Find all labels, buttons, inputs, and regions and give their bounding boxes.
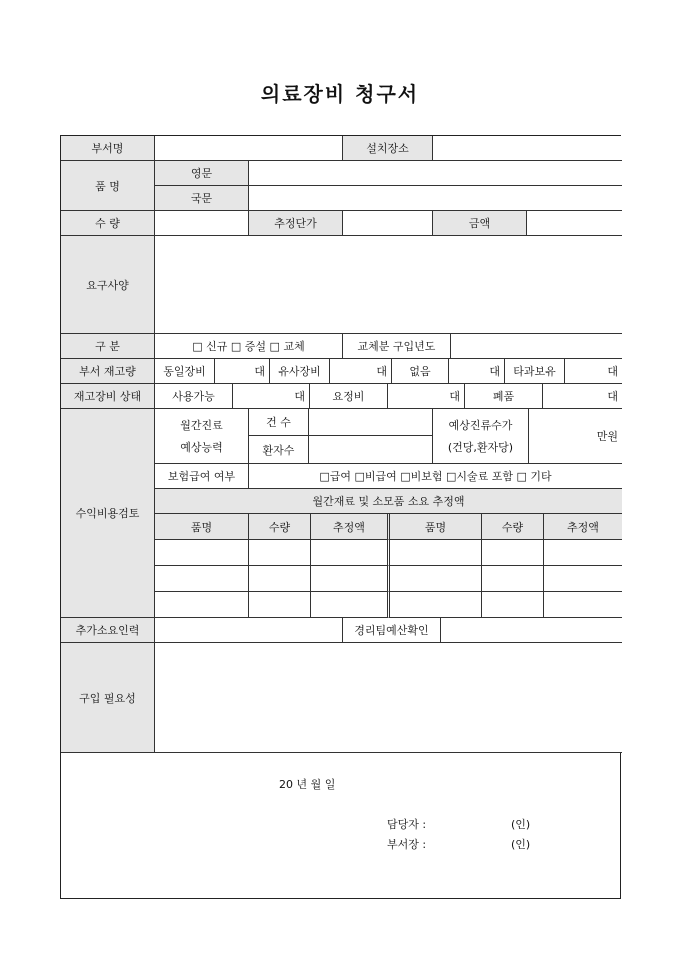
- replace-year-label: 교체분 구입년도: [343, 334, 451, 359]
- material-cell[interactable]: [482, 540, 544, 566]
- material-cell[interactable]: [155, 540, 249, 566]
- spec-label: 요구사양: [61, 236, 155, 334]
- monthly-capacity-line1: 월간진료: [180, 419, 223, 432]
- revenue-review-label: 수익비용검토: [61, 409, 155, 618]
- item-name-label: 품 명: [61, 161, 155, 211]
- col-name-right: 품명: [390, 514, 482, 540]
- budget-check-label: 경리팀예산확인: [343, 618, 441, 643]
- material-cell[interactable]: [390, 592, 482, 618]
- dept-field[interactable]: [155, 136, 343, 161]
- additional-staff-label: 추가소요인력: [61, 618, 155, 643]
- expected-fee-label: [433, 409, 529, 464]
- replace-year-field[interactable]: [451, 334, 622, 359]
- amount-field[interactable]: [527, 211, 622, 236]
- similar-equipment-count[interactable]: 대: [330, 359, 392, 384]
- same-equipment-label: 동일장비: [155, 359, 215, 384]
- same-equipment-count[interactable]: 대: [215, 359, 270, 384]
- spec-field[interactable]: [155, 236, 622, 334]
- material-cell[interactable]: [544, 592, 622, 618]
- material-cell[interactable]: [311, 566, 390, 592]
- head-seal[interactable]: (인): [511, 838, 531, 851]
- request-form: [60, 135, 621, 899]
- additional-staff-field[interactable]: [155, 618, 343, 643]
- unit-price-label: 추정단가: [249, 211, 343, 236]
- patients-field[interactable]: [309, 436, 433, 464]
- dept-stock-label: 부서 재고량: [61, 359, 155, 384]
- location-label: 설치장소: [343, 136, 433, 161]
- material-cell[interactable]: [544, 540, 622, 566]
- col-est-right: 추정액: [544, 514, 622, 540]
- date-line[interactable]: 20 년 월 일: [279, 778, 336, 791]
- material-cell[interactable]: [249, 592, 311, 618]
- none-label: 없음: [392, 359, 449, 384]
- expected-fee-line1: 예상진류수가: [448, 419, 513, 432]
- other-dept-count[interactable]: 대: [565, 359, 622, 384]
- materials-title: 월간재료 및 소모품 소요 추정액: [155, 489, 622, 514]
- col-est-left: 추정액: [311, 514, 390, 540]
- repair-count[interactable]: 대: [388, 384, 465, 409]
- head-label: 부서장 :: [387, 838, 427, 851]
- korean-name-label: 국문: [155, 186, 249, 211]
- english-name-field[interactable]: [249, 161, 622, 186]
- material-cell[interactable]: [390, 566, 482, 592]
- expected-fee-field[interactable]: 만원: [529, 409, 622, 464]
- dept-label: 부서명: [61, 136, 155, 161]
- material-cell[interactable]: [544, 566, 622, 592]
- none-count[interactable]: 대: [449, 359, 505, 384]
- material-cell[interactable]: [390, 540, 482, 566]
- amount-label: 금액: [433, 211, 527, 236]
- necessity-field[interactable]: [155, 643, 622, 753]
- form-title: 의료장비 청구서: [260, 82, 420, 106]
- manager-label: 담당자 :: [387, 818, 427, 831]
- korean-name-field[interactable]: [249, 186, 622, 211]
- quantity-label: 수 량: [61, 211, 155, 236]
- repair-label: 요정비: [310, 384, 388, 409]
- expected-fee-line2: (건당,환자당): [447, 441, 514, 454]
- material-cell[interactable]: [249, 540, 311, 566]
- material-cell[interactable]: [482, 566, 544, 592]
- stock-status-label: 재고장비 상태: [61, 384, 155, 409]
- col-qty-left: 수량: [249, 514, 311, 540]
- col-name-left: 품명: [155, 514, 249, 540]
- cases-label: 건 수: [249, 409, 309, 436]
- monthly-capacity-line2: 예상능력: [180, 441, 223, 454]
- material-cell[interactable]: [311, 592, 390, 618]
- manager-seal[interactable]: (인): [511, 818, 531, 831]
- category-label: 구 분: [61, 334, 155, 359]
- unit-price-field[interactable]: [343, 211, 433, 236]
- material-cell[interactable]: [155, 566, 249, 592]
- category-options[interactable]: □ 신규 □ 증설 □ 교체: [155, 334, 343, 359]
- other-dept-label: 타과보유: [505, 359, 565, 384]
- scrap-count[interactable]: 대: [543, 384, 622, 409]
- usable-label: 사용가능: [155, 384, 233, 409]
- usable-count[interactable]: 대: [233, 384, 310, 409]
- english-name-label: 영문: [155, 161, 249, 186]
- patients-label: 환자수: [249, 436, 309, 464]
- budget-check-field[interactable]: [441, 618, 622, 643]
- col-qty-right: 수량: [482, 514, 544, 540]
- insurance-label: 보험급여 여부: [155, 464, 249, 489]
- material-cell[interactable]: [311, 540, 390, 566]
- similar-equipment-label: 유사장비: [270, 359, 330, 384]
- quantity-field[interactable]: [155, 211, 249, 236]
- material-cell[interactable]: [155, 592, 249, 618]
- monthly-capacity-label: [155, 409, 249, 464]
- necessity-label: 구입 필요성: [61, 643, 155, 753]
- location-field[interactable]: [433, 136, 622, 161]
- cases-field[interactable]: [309, 409, 433, 436]
- material-cell[interactable]: [249, 566, 311, 592]
- material-cell[interactable]: [482, 592, 544, 618]
- insurance-options[interactable]: □급여 □비급여 □비보험 □시술료 포함 □ 기타: [249, 464, 622, 489]
- scrap-label: 폐품: [465, 384, 543, 409]
